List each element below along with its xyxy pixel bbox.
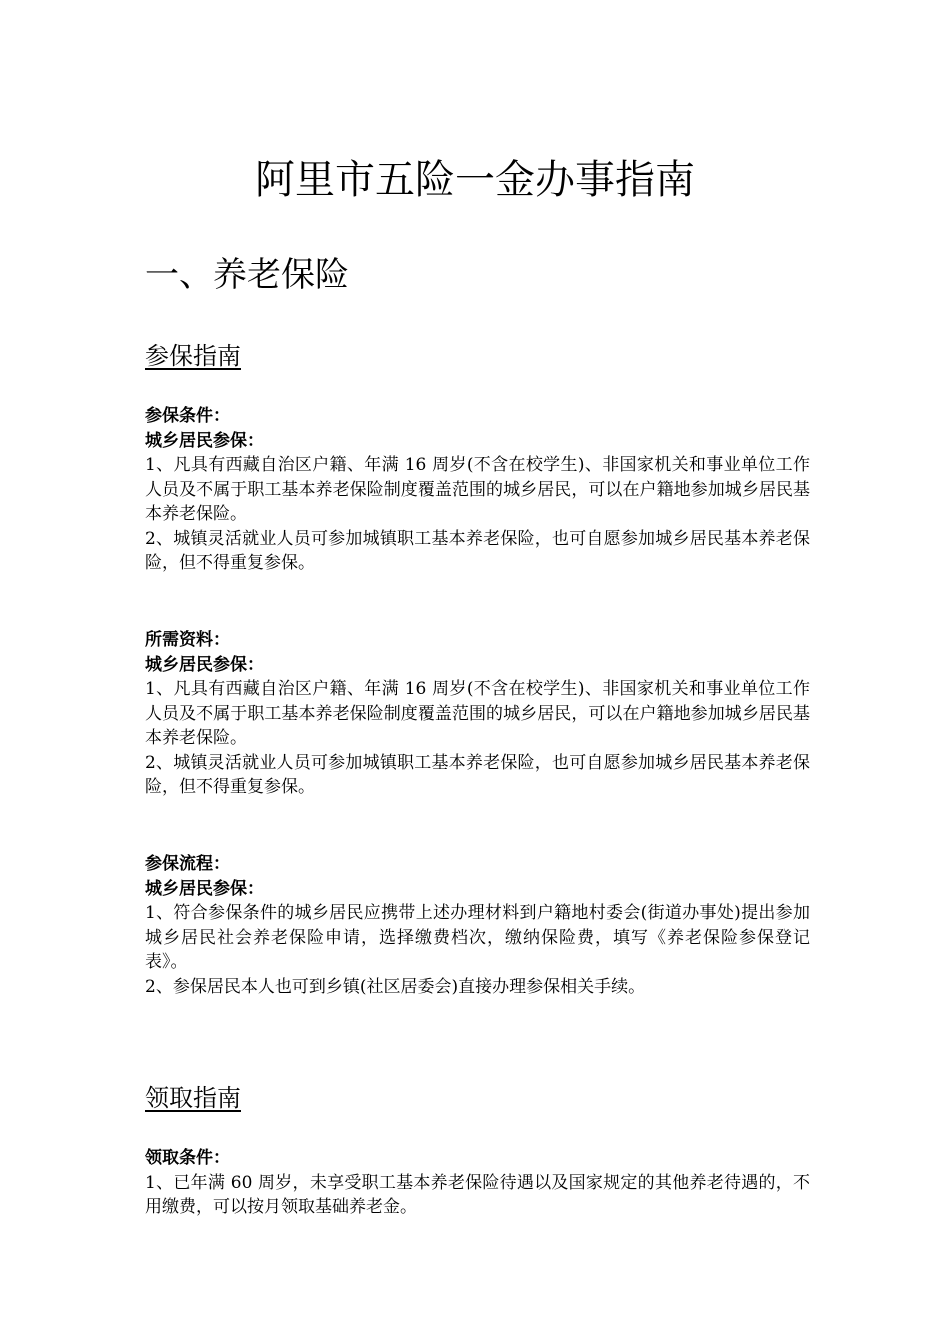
subheading-enroll-guide: 参保指南 bbox=[145, 342, 241, 370]
materials-sublabel: 城乡居民参保： bbox=[145, 654, 264, 675]
enroll-conditions-sublabel: 城乡居民参保： bbox=[145, 430, 264, 451]
subheading-claim-guide: 领取指南 bbox=[145, 1084, 241, 1112]
process-label: 参保流程： bbox=[145, 854, 230, 874]
enroll-conditions-item-1: 1、凡具有西藏自治区户籍、年满 16 周岁(不含在校学生)、非国家机关和事业单位工作人员及不属于职工基本养老保险制度覆盖范围的城乡居民，可以在户籍地参加城乡居民基本养老保险。 bbox=[145, 455, 810, 524]
section-heading-pension: 一、养老保险 bbox=[145, 255, 349, 295]
document-title: 阿里市五险一金办事指南 bbox=[255, 157, 695, 203]
enroll-conditions-label: 参保条件： bbox=[145, 406, 230, 426]
materials-item-2: 2、城镇灵活就业人员可参加城镇职工基本养老保险，也可自愿参加城乡居民基本养老保险，但不得重复参保。 bbox=[145, 752, 810, 797]
claim-conditions-block bbox=[145, 1146, 810, 1220]
materials-item-1: 1、凡具有西藏自治区户籍、年满 16 周岁(不含在校学生)、非国家机关和事业单位工作人员及不属于职工基本养老保险制度覆盖范围的城乡居民，可以在户籍地参加城乡居民基本养老保险。 bbox=[145, 679, 810, 748]
enroll-conditions-block bbox=[145, 404, 810, 576]
enroll-process-block bbox=[145, 852, 810, 999]
process-item-2: 2、参保居民本人也可到乡镇(社区居委会)直接办理参保相关手续。 bbox=[145, 976, 646, 997]
required-materials-block bbox=[145, 628, 810, 800]
claim-conditions-label: 领取条件： bbox=[145, 1148, 230, 1168]
process-item-1: 1、符合参保条件的城乡居民应携带上述办理材料到户籍地村委会(街道办事处)提出参加城乡居民社会养老保险申请，选择缴费档次，缴纳保险费，填写《养老保险参保登记表》。 bbox=[145, 903, 810, 972]
enroll-conditions-item-2: 2、城镇灵活就业人员可参加城镇职工基本养老保险，也可自愿参加城乡居民基本养老保险，但不得重复参保。 bbox=[145, 528, 810, 573]
process-sublabel: 城乡居民参保： bbox=[145, 878, 264, 899]
claim-conditions-item-1: 1、已年满 60 周岁，未享受职工基本养老保险待遇以及国家规定的其他养老待遇的，不用缴费，可以按月领取基础养老金。 bbox=[145, 1172, 810, 1217]
materials-label: 所需资料： bbox=[145, 630, 230, 650]
